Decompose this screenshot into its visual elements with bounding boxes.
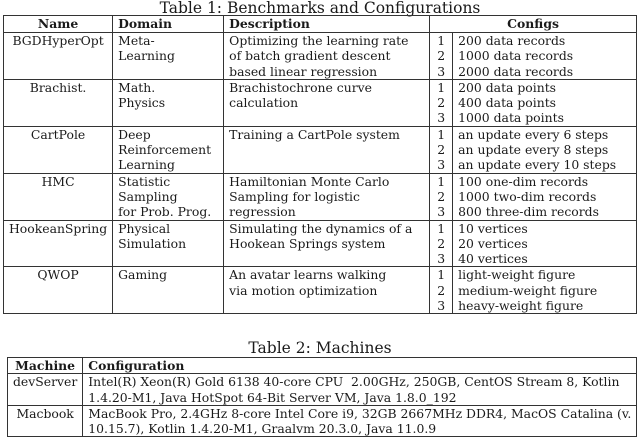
header-description: Description	[224, 16, 430, 33]
config-value: an update every 10 steps	[453, 157, 637, 173]
benchmark-description	[224, 220, 430, 267]
config-id: 2	[430, 48, 453, 63]
config-id: 2	[430, 189, 453, 204]
table-header-row	[8, 358, 637, 374]
description-line	[229, 298, 424, 313]
domain-line: Meta-	[118, 33, 155, 48]
domain-line	[118, 283, 218, 298]
table-row	[4, 267, 637, 283]
domain-line: Sampling	[118, 188, 178, 204]
configuration-line: Intel(R) Xeon(R) Gold 6138 40-core CPU 2.00GHz, 250GB, CentOS Stream 8, Kotlin	[88, 374, 620, 390]
benchmark-name: HMC	[4, 173, 113, 220]
benchmark-domain	[113, 79, 224, 126]
domain-line: Physics	[118, 95, 166, 111]
domain-line	[118, 251, 218, 266]
config-id: 3	[430, 110, 453, 126]
config-id: 1	[430, 79, 453, 95]
config-value: light-weight figure	[453, 267, 637, 283]
config-value: 100 one-dim records	[453, 173, 637, 189]
header-name: Name	[4, 16, 113, 33]
description-line: based linear regression	[229, 63, 378, 79]
benchmark-description	[224, 126, 430, 173]
benchmark-domain	[113, 267, 224, 314]
description-line	[229, 142, 424, 157]
domain-line: Statistic	[118, 173, 171, 189]
description-line: Hookean Springs system	[229, 235, 386, 251]
config-value: 20 vertices	[453, 236, 637, 251]
benchmark-name: BGDHyperOpt	[4, 33, 113, 80]
table-row	[4, 220, 637, 236]
table-row	[4, 79, 637, 95]
config-value: 800 three-dim records	[453, 204, 637, 220]
domain-line	[118, 64, 218, 79]
table-row	[8, 405, 637, 437]
config-value: heavy-weight figure	[453, 298, 637, 314]
config-value: an update every 8 steps	[453, 142, 637, 157]
description-line	[229, 251, 424, 266]
table-row	[4, 126, 637, 142]
table-row	[4, 33, 637, 49]
config-value: 10 vertices	[453, 220, 637, 236]
header-configuration: Configuration	[83, 358, 637, 374]
description-line: via motion optimization	[229, 282, 378, 298]
benchmarks-table	[3, 15, 637, 314]
domain-line	[118, 110, 218, 125]
domain-line: Deep	[118, 126, 151, 142]
config-id: 3	[430, 157, 453, 173]
description-line: Sampling for logistic	[229, 188, 360, 204]
table-row	[4, 173, 637, 189]
description-line: Training a CartPole system	[229, 126, 400, 142]
header-machine: Machine	[8, 358, 83, 374]
benchmark-domain	[113, 220, 224, 267]
benchmark-description	[224, 33, 430, 80]
description-line: An avatar learns walking	[229, 267, 387, 283]
machine-configuration	[83, 374, 637, 406]
benchmark-description	[224, 173, 430, 220]
config-id: 2	[430, 236, 453, 251]
table2-caption: Table 2: Machines	[248, 339, 392, 357]
config-id: 1	[430, 267, 453, 283]
config-value: 200 data points	[453, 79, 637, 95]
description-line: Hamiltonian Monte Carlo	[229, 173, 390, 189]
config-value: 2000 data records	[453, 64, 637, 80]
benchmark-description	[224, 79, 430, 126]
config-id: 2	[430, 142, 453, 157]
description-line	[229, 157, 424, 172]
config-id: 1	[430, 220, 453, 236]
description-line: calculation	[229, 95, 299, 111]
description-line: Simulating the dynamics of a	[229, 220, 413, 236]
benchmark-name: Brachist.	[4, 79, 113, 126]
machine-name: Macbook	[8, 405, 83, 437]
domain-line: Simulation	[118, 235, 187, 251]
config-value: medium-weight figure	[453, 283, 637, 298]
domain-line	[118, 298, 218, 313]
machines-table	[7, 357, 637, 437]
config-id: 3	[430, 298, 453, 314]
config-value: 1000 data points	[453, 110, 637, 126]
description-line: regression	[229, 204, 296, 220]
configuration-line: 10.15.7), Kotlin 1.4.20-M1, Graalvm 20.3.0, Java 11.0.9	[88, 421, 437, 437]
domain-line: Learning	[118, 157, 175, 173]
benchmark-name: HookeanSpring	[4, 220, 113, 267]
config-value: an update every 6 steps	[453, 126, 637, 142]
table-header-row	[4, 16, 637, 33]
benchmark-domain	[113, 173, 224, 220]
benchmark-name: CartPole	[4, 126, 113, 173]
table-row	[8, 374, 637, 406]
description-line	[229, 110, 424, 125]
config-value: 200 data records	[453, 33, 637, 49]
domain-line: for Prob. Prog.	[118, 204, 212, 220]
domain-line: Physical	[118, 220, 171, 236]
domain-line: Math.	[118, 79, 156, 95]
header-domain: Domain	[113, 16, 224, 33]
configuration-line: 1.4.20-M1, Java HotSpot 64-Bit Server VM, Java 1.8.0_192	[88, 389, 457, 405]
machine-configuration	[83, 405, 637, 437]
config-id: 3	[430, 251, 453, 267]
config-value: 400 data points	[453, 95, 637, 110]
config-id: 2	[430, 283, 453, 298]
config-id: 2	[430, 95, 453, 110]
header-configs: Configs	[430, 16, 637, 33]
benchmark-domain	[113, 126, 224, 173]
description-line: Optimizing the learning rate	[229, 33, 409, 48]
description-line: of batch gradient descent	[229, 48, 391, 64]
domain-line: Gaming	[118, 267, 168, 283]
config-value: 1000 data records	[453, 48, 637, 63]
benchmark-name: QWOP	[4, 267, 113, 314]
config-id: 3	[430, 64, 453, 80]
config-id: 1	[430, 126, 453, 142]
benchmark-domain	[113, 33, 224, 80]
configuration-line: MacBook Pro, 2.4GHz 8-core Intel Core i9, 32GB 2667MHz DDR4, MacOS Catalina (v.	[88, 405, 632, 421]
config-value: 1000 two-dim records	[453, 189, 637, 204]
machine-name: devServer	[8, 374, 83, 406]
domain-line: Learning	[118, 48, 175, 64]
config-id: 1	[430, 173, 453, 189]
description-line: Brachistochrone curve	[229, 79, 372, 95]
config-id: 1	[430, 33, 453, 49]
benchmark-description	[224, 267, 430, 314]
table1-caption: Table 1: Benchmarks and Configurations	[159, 0, 481, 17]
config-value: 40 vertices	[453, 251, 637, 267]
domain-line: Reinforcement	[118, 142, 212, 158]
config-id: 3	[430, 204, 453, 220]
